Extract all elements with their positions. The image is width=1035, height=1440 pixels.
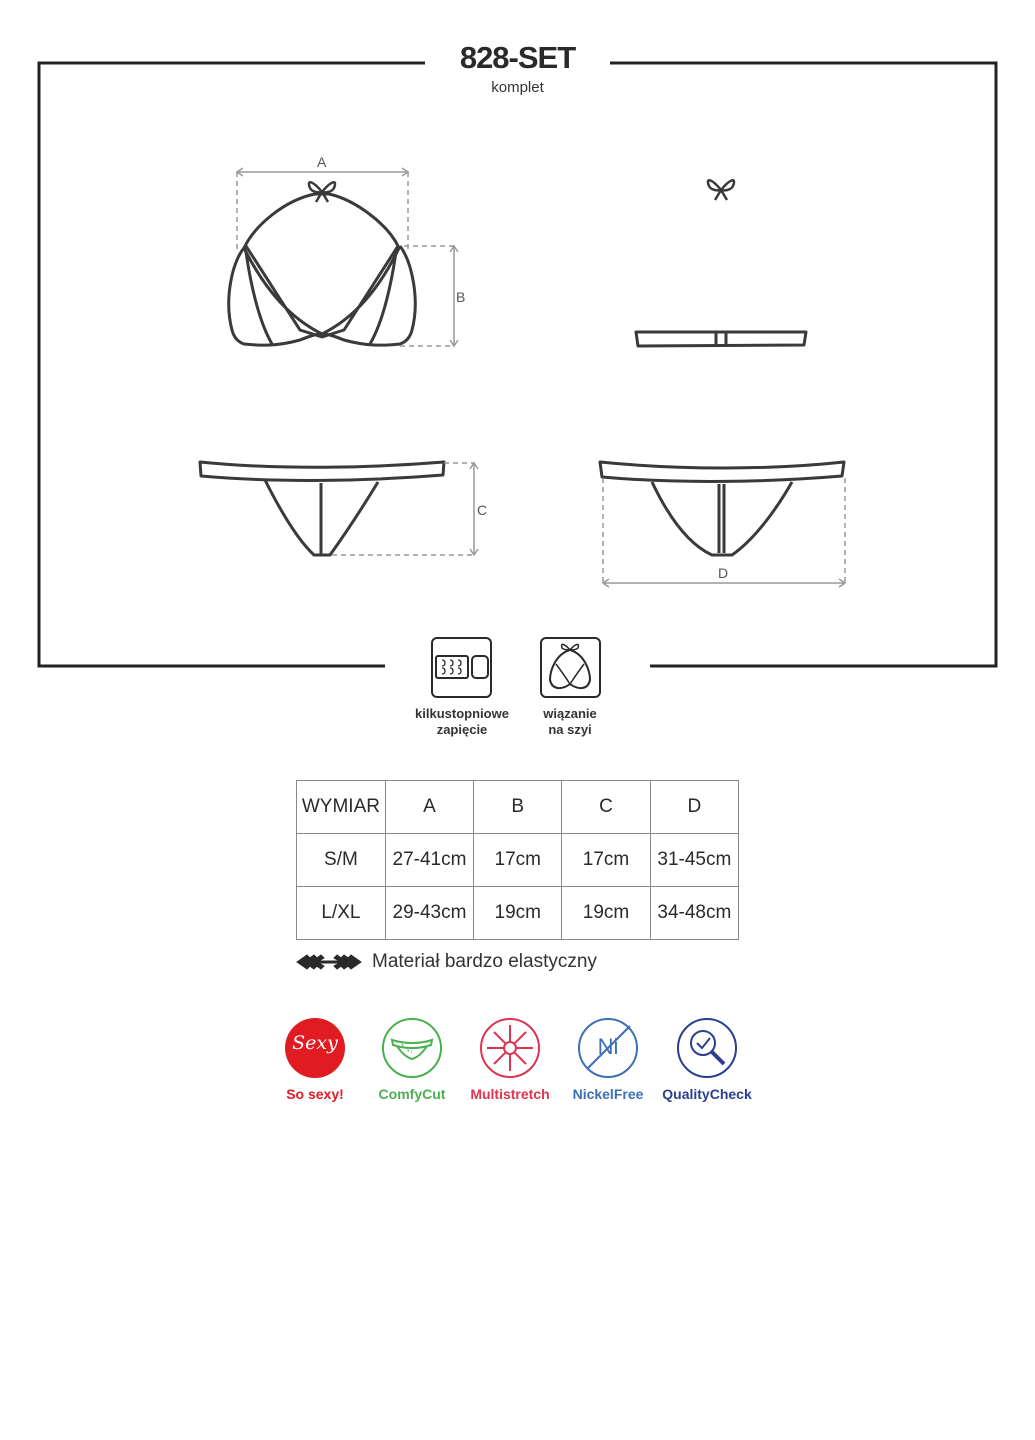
table-cell: 29-43cm: [385, 887, 473, 940]
feature-closure-label: [402, 706, 522, 738]
table-cell: 27-41cm: [385, 834, 473, 887]
table-header-cell: A: [385, 781, 473, 834]
hook-eye-closure-icon: [432, 638, 491, 697]
table-row: [297, 887, 739, 940]
dimension-label-a: A: [317, 154, 327, 170]
badge-label-comfycut: ComfyCut: [378, 1086, 446, 1102]
nickelfree-badge-text: Ni: [597, 1034, 619, 1059]
table-header-row: [297, 781, 739, 834]
feature-closure-line2: zapięcie: [436, 722, 488, 737]
panty-back-drawing: [600, 462, 844, 555]
table-header-cell: C: [562, 781, 650, 834]
table-cell: 17cm: [562, 834, 650, 887]
qualitycheck-icon: [678, 1019, 736, 1077]
product-type: komplet: [491, 79, 544, 96]
multistretch-icon: [481, 1019, 539, 1077]
dimension-label-c: C: [477, 502, 488, 518]
halter-neck-tie-icon: [541, 638, 600, 697]
table-cell: 19cm: [474, 887, 562, 940]
table-cell: 34-48cm: [650, 887, 738, 940]
table-cell: S/M: [297, 834, 386, 887]
sexy-badge-text: Sexy: [292, 1032, 338, 1054]
size-table: [296, 780, 739, 940]
badge-label-sexy: So sexy!: [286, 1086, 344, 1102]
table-cell: L/XL: [297, 887, 386, 940]
material-note: Materiał bardzo elastyczny: [372, 951, 597, 972]
feature-halter-line2: na szyi: [548, 722, 592, 737]
frame-border: [39, 63, 996, 666]
table-header-cell: D: [650, 781, 738, 834]
panty-front-drawing: [200, 462, 444, 555]
feature-halter-line1: wiązanie: [543, 706, 597, 721]
table-cell: 17cm: [474, 834, 562, 887]
bra-front-drawing: [229, 182, 415, 345]
table-cell: 31-45cm: [650, 834, 738, 887]
table-header-cell: B: [474, 781, 562, 834]
table-row: [297, 834, 739, 887]
elastic-arrows-icon: [297, 955, 361, 969]
table-header-cell: WYMIAR: [297, 781, 386, 834]
feature-closure-line1: kilkustopniowe: [415, 706, 509, 721]
bra-back-drawing: [636, 180, 806, 346]
product-code: 828-SET: [459, 40, 576, 75]
dimension-label-b: B: [456, 289, 466, 305]
badge-label-qualitycheck: QualityCheck: [662, 1086, 752, 1102]
comfycut-icon: [383, 1019, 441, 1077]
badge-label-multistretch: Multistretch: [470, 1086, 550, 1102]
dimension-label-d: D: [718, 565, 729, 581]
feature-halter-label: [520, 706, 620, 738]
badge-label-nickelfree: NickelFree: [572, 1086, 644, 1102]
table-cell: 19cm: [562, 887, 650, 940]
